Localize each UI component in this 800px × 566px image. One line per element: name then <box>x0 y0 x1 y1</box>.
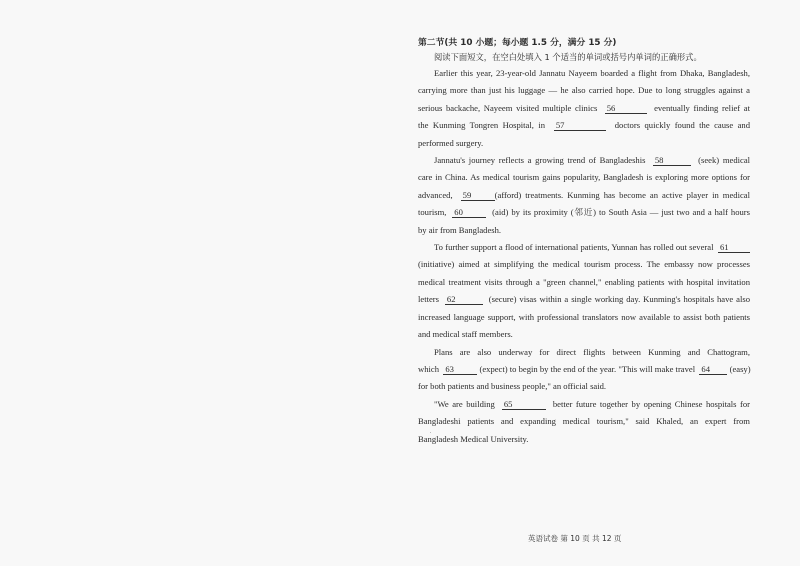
paragraph-4 <box>418 344 750 396</box>
blank-60[interactable]: 60 <box>452 208 486 218</box>
blank-61[interactable]: 61 <box>718 243 750 253</box>
paragraph-line <box>418 239 750 256</box>
scan-speck <box>430 432 431 433</box>
paragraph-3 <box>418 239 750 343</box>
paragraph-line <box>418 396 750 413</box>
paragraph-line <box>418 361 750 378</box>
blank-58[interactable]: 58 <box>653 156 691 166</box>
exam-content <box>418 36 750 448</box>
text-segment: To further support a flood of international patients, Yunnan has rolled out several <box>434 242 714 253</box>
text-segment: the Kunming Tongren Hospital, in <box>418 120 545 131</box>
blank-56[interactable]: 56 <box>605 104 647 114</box>
text-segment: (secure) visas within a single working day. Kunming's hospitals have also <box>488 294 750 305</box>
paragraph-line: (initiative) aimed at simplifying the medical tourism process. The embassy now processes <box>418 259 750 270</box>
paragraph-5 <box>418 396 750 448</box>
text-segment: (easy) <box>729 363 751 374</box>
text-segment: which <box>418 363 440 374</box>
blank-59[interactable]: 59 <box>461 191 495 201</box>
blank-63[interactable]: 63 <box>443 365 477 375</box>
paragraph-line: Earlier this year, 23-year-old Jannatu Nayeem boarded a flight from Dhaka, Bangladesh, <box>434 68 750 78</box>
text-segment: letters <box>418 294 439 305</box>
text-segment: "We are building <box>434 398 495 409</box>
paragraph-line: medical treatment visits through a "green channel," enabling patients with hospital invitation <box>418 276 750 287</box>
paragraph-line: by air from Bangladesh. <box>418 224 502 235</box>
blank-57[interactable]: 57 <box>554 121 606 131</box>
paragraph-line: increased language support, with professional translators now available to assist both patients <box>418 311 750 322</box>
text-segment: (afford) treatments. Kunming has become an active player in medical <box>494 189 751 200</box>
text-segment: advanced, <box>418 189 453 200</box>
page-footer: 英语试卷 第 10 页 共 12 页 <box>528 534 622 543</box>
text-segment: Jannatu's journey reflects a growing trend of Bangladeshis <box>434 155 646 166</box>
paragraph-line: and medical staff members. <box>418 329 513 340</box>
paragraph-1 <box>418 65 750 152</box>
text-segment: better future together by opening Chinese hospitals for <box>552 398 751 409</box>
text-segment: tourism, <box>418 207 447 218</box>
paragraph-line: Plans are also underway for direct flights between Kunming and Chattogram, <box>434 346 750 357</box>
text-segment: eventually finding relief at <box>654 102 750 113</box>
paragraph-line <box>418 100 750 117</box>
paragraph-line: for both patients and business people," an official said. <box>418 381 607 392</box>
paragraph-line <box>418 204 750 221</box>
paragraph-line: carrying more than just his luggage — he also carried hope. Due to long struggles against a <box>418 85 750 96</box>
paragraph-line: care in China. As medical tourism gains popularity, Bangladesh is exploring more options for <box>418 172 750 183</box>
paragraph-line <box>418 187 750 204</box>
blank-65[interactable]: 65 <box>502 400 546 410</box>
paragraph-line: Bangladeshi patients and expanding medical tourism," said Khaled, an expert from <box>418 416 750 427</box>
paragraph-line <box>418 117 750 134</box>
paragraph-line <box>418 152 750 169</box>
paragraph-line: performed surgery. <box>418 137 484 148</box>
blank-62[interactable]: 62 <box>445 295 483 305</box>
paragraph-line <box>418 291 750 308</box>
paragraph-line: Bangladesh Medical University. <box>418 433 529 444</box>
text-segment: serious backache, Nayeem visited multiple clinics <box>418 102 598 113</box>
text-segment: (seek) medical <box>698 155 751 166</box>
text-segment: doctors quickly found the cause and <box>614 120 751 131</box>
text-segment: (aid) by its proximity (邻近) to South Asia — just two and a half hours <box>492 207 750 218</box>
text-segment: (expect) to begin by the end of the year. "This will make travel <box>479 363 696 374</box>
section-instruction: 阅读下面短文，在空白处填入 1 个适当的单词或括号内单词的正确形式。 <box>434 52 702 62</box>
section-title: 第二节(共 10 小题；每小题 1.5 分，满分 15 分) <box>418 38 617 48</box>
blank-64[interactable]: 64 <box>699 365 727 375</box>
paragraph-2 <box>418 152 750 239</box>
